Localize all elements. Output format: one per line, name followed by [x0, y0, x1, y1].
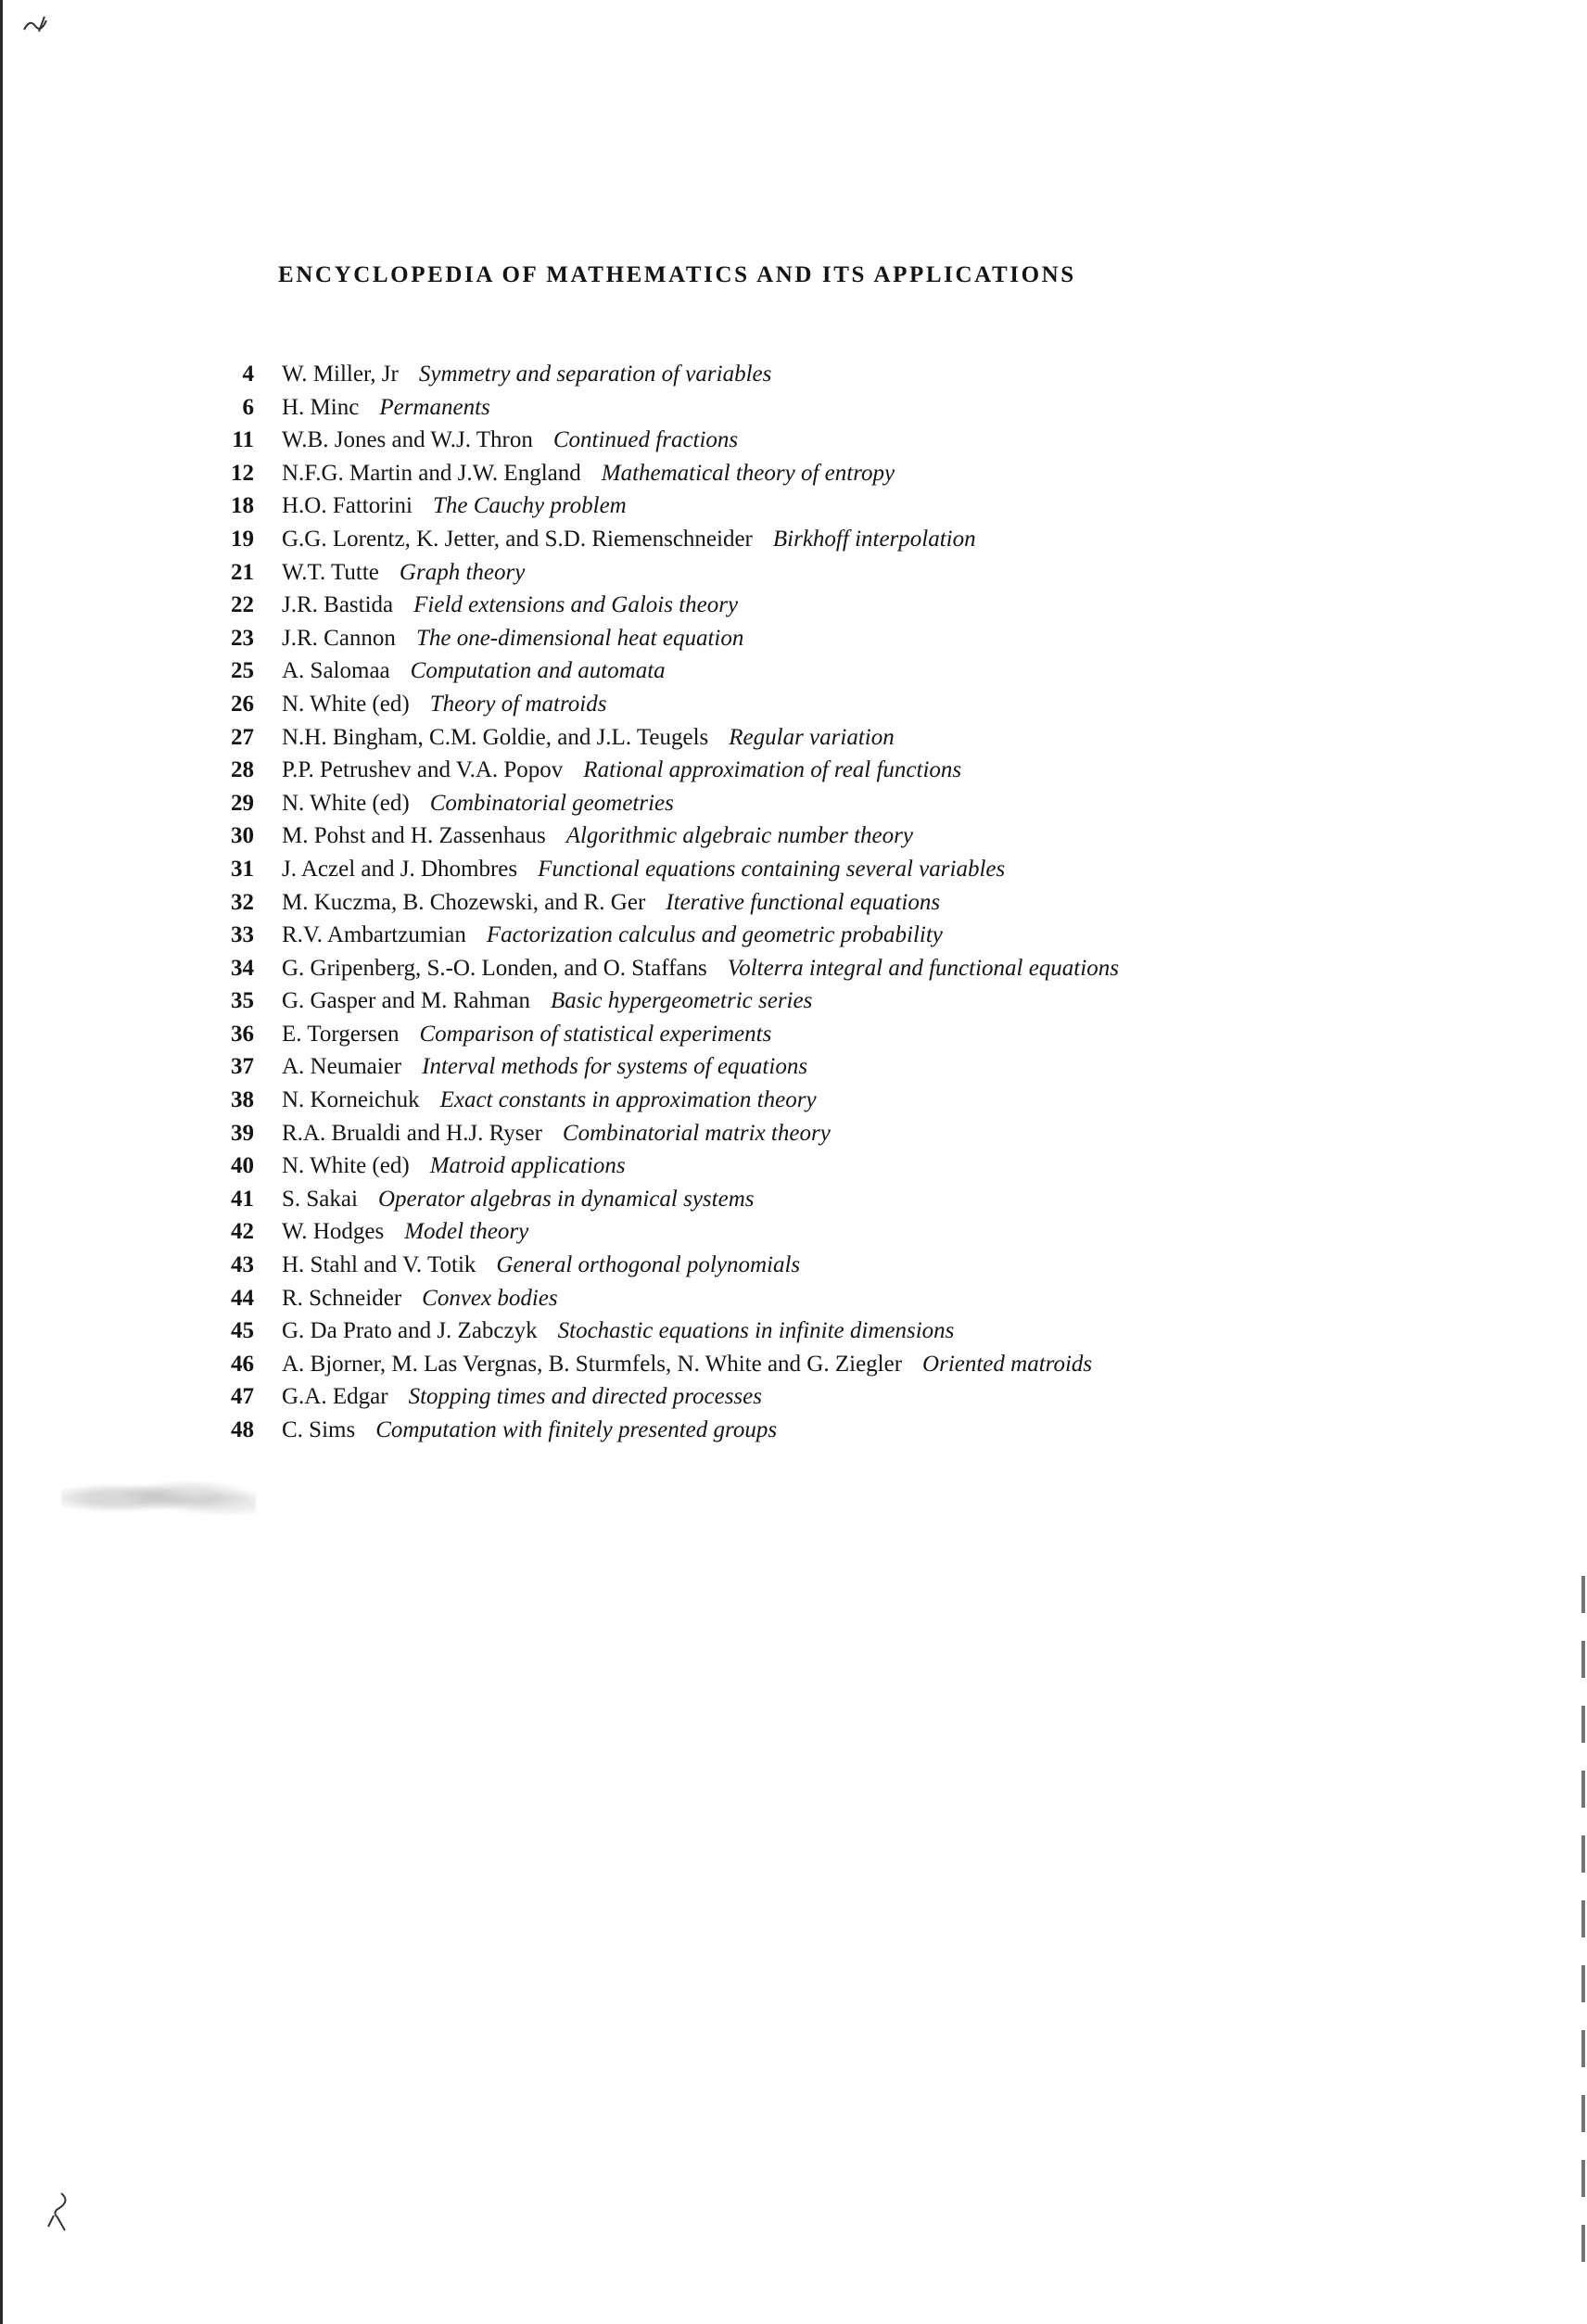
volume-title: Computation with finitely presented groups	[375, 1417, 778, 1442]
volume-entry	[206, 1282, 1411, 1315]
volume-title: Functional equations containing several variables	[538, 856, 1006, 882]
volume-number: 32	[231, 889, 254, 915]
volume-title: Model theory	[404, 1219, 529, 1245]
volume-title: Algorithmic algebraic number theory	[565, 823, 913, 849]
volume-number: 27	[231, 724, 254, 750]
volume-authors: R. Schneider	[282, 1285, 402, 1311]
volume-authors: G.A. Edgar	[282, 1384, 388, 1410]
volume-number: 35	[231, 988, 254, 1014]
volume-title: Oriented matroids	[922, 1351, 1093, 1377]
ink-smudge	[61, 1472, 256, 1524]
volume-title: General orthogonal polynomials	[496, 1252, 801, 1278]
volume-title: The Cauchy problem	[432, 493, 627, 519]
volume-number: 21	[231, 559, 254, 585]
volume-entry	[206, 819, 1411, 853]
volume-title: Regular variation	[729, 724, 895, 750]
volume-title: The one-dimensional heat equation	[415, 625, 744, 651]
volume-entry	[206, 952, 1411, 985]
volume-authors: J. Aczel and J. Dhombres	[282, 856, 518, 882]
volume-authors: N. White (ed)	[282, 691, 410, 717]
volume-entry	[206, 654, 1411, 688]
volume-authors: N. Korneichuk	[282, 1087, 420, 1113]
series-title: ENCYCLOPEDIA OF MATHEMATICS AND ITS APPLICATIONS	[278, 262, 1076, 287]
volume-authors: W. Miller, Jr	[282, 362, 399, 387]
volume-number: 40	[231, 1153, 254, 1179]
volume-authors: G.G. Lorentz, K. Jetter, and S.D. Riemenschneider	[282, 526, 753, 552]
volume-authors: W.T. Tutte	[282, 559, 379, 585]
volume-entry	[206, 1149, 1411, 1183]
volume-entry	[206, 853, 1411, 886]
volume-entry	[206, 1380, 1411, 1414]
volume-entry	[206, 688, 1411, 721]
volume-entry	[206, 556, 1411, 590]
volume-entry	[206, 523, 1411, 556]
volume-title: Theory of matroids	[429, 691, 607, 717]
volume-number: 44	[231, 1285, 254, 1311]
pencil-mark-top	[20, 13, 52, 41]
volume-number: 25	[231, 658, 254, 684]
volume-number: 26	[231, 691, 254, 717]
volume-title: Computation and automata	[410, 658, 666, 684]
volume-number: 36	[231, 1021, 254, 1047]
volume-number: 30	[231, 823, 254, 849]
volume-authors: G. Gripenberg, S.-O. Londen, and O. Staffans	[282, 955, 707, 981]
volume-entry	[206, 1117, 1411, 1150]
volume-authors: N. White (ed)	[282, 790, 410, 816]
volume-entry	[206, 886, 1411, 920]
volume-title: Matroid applications	[429, 1153, 626, 1179]
volume-entry	[206, 489, 1411, 523]
volume-title: Stochastic equations in infinite dimensions	[557, 1318, 955, 1344]
volume-authors: C. Sims	[282, 1417, 356, 1442]
page-left-edge	[0, 0, 3, 2324]
volume-number: 41	[231, 1186, 254, 1212]
page-right-edge	[1581, 1576, 1585, 2290]
volume-number: 6	[242, 394, 254, 420]
volume-number: 29	[231, 790, 254, 816]
volume-entry	[206, 424, 1411, 457]
volume-authors: N.F.G. Martin and J.W. England	[282, 460, 581, 486]
volume-number: 23	[231, 625, 254, 651]
volume-title: Volterra integral and functional equations	[727, 955, 1119, 981]
volume-title: Iterative functional equations	[666, 889, 941, 915]
volume-title: Interval methods for systems of equations	[422, 1054, 808, 1080]
volume-authors: N. White (ed)	[282, 1153, 410, 1179]
volume-authors: W.B. Jones and W.J. Thron	[282, 427, 533, 453]
volume-authors: R.A. Brualdi and H.J. Ryser	[282, 1120, 542, 1146]
volume-number: 18	[231, 493, 254, 519]
volume-entry	[206, 1215, 1411, 1249]
volume-authors: A. Neumaier	[282, 1054, 402, 1080]
volume-entry	[206, 1050, 1411, 1084]
volume-authors: J.R. Cannon	[282, 625, 396, 651]
volume-authors: M. Pohst and H. Zassenhaus	[282, 823, 546, 849]
volume-authors: W. Hodges	[282, 1219, 385, 1245]
pencil-mark-bottom	[44, 2190, 72, 2234]
volume-title: Comparison of statistical experiments	[419, 1021, 772, 1047]
volume-authors: H. Stahl and V. Totik	[282, 1252, 476, 1278]
volume-authors: N.H. Bingham, C.M. Goldie, and J.L. Teugels	[282, 724, 709, 750]
volume-entry	[206, 1018, 1411, 1051]
volume-number: 12	[231, 460, 254, 486]
volume-number: 28	[231, 757, 254, 783]
volume-list	[206, 358, 1411, 1447]
volume-number: 37	[231, 1054, 254, 1080]
volume-number: 33	[231, 922, 254, 948]
volume-number: 39	[231, 1120, 254, 1146]
volume-entry	[206, 919, 1411, 952]
volume-authors: S. Sakai	[282, 1186, 358, 1212]
volume-title: Birkhoff interpolation	[772, 526, 976, 552]
volume-number: 22	[231, 592, 254, 618]
volume-authors: A. Bjorner, M. Las Vergnas, B. Sturmfels, N. White and G. Ziegler	[282, 1351, 903, 1377]
volume-entry	[206, 1084, 1411, 1117]
volume-title: Mathematical theory of entropy	[601, 460, 895, 486]
volume-number: 4	[242, 362, 254, 387]
volume-entry	[206, 1314, 1411, 1348]
volume-title: Combinatorial geometries	[429, 790, 674, 816]
volume-title: Exact constants in approximation theory	[439, 1087, 817, 1113]
volume-number: 47	[231, 1384, 254, 1410]
volume-entry	[206, 1414, 1411, 1447]
volume-title: Permanents	[379, 394, 490, 420]
volume-number: 48	[231, 1417, 254, 1442]
volume-authors: A. Salomaa	[282, 658, 390, 684]
volume-number: 11	[232, 427, 254, 453]
volume-number: 34	[231, 955, 254, 981]
volume-number: 46	[231, 1351, 254, 1377]
volume-authors: H.O. Fattorini	[282, 493, 413, 519]
volume-entry	[206, 1348, 1411, 1381]
volume-entry	[206, 358, 1411, 391]
volume-title: Field extensions and Galois theory	[413, 592, 739, 618]
volume-authors: R.V. Ambartzumian	[282, 922, 466, 948]
volume-title: Continued fractions	[552, 427, 739, 453]
volume-authors: P.P. Petrushev and V.A. Popov	[282, 757, 564, 783]
volume-number: 31	[231, 856, 254, 882]
volume-entry	[206, 622, 1411, 655]
volume-entry	[206, 1249, 1411, 1282]
volume-number: 43	[231, 1252, 254, 1278]
volume-authors: G. Gasper and M. Rahman	[282, 988, 530, 1014]
volume-title: Convex bodies	[422, 1285, 558, 1311]
volume-authors: H. Minc	[282, 394, 360, 420]
volume-title: Rational approximation of real functions	[583, 757, 962, 783]
volume-entry	[206, 984, 1411, 1018]
volume-authors: E. Torgersen	[282, 1021, 400, 1047]
volume-title: Combinatorial matrix theory	[562, 1120, 831, 1146]
volume-title: Basic hypergeometric series	[551, 988, 813, 1014]
volume-number: 45	[231, 1318, 254, 1344]
volume-authors: M. Kuczma, B. Chozewski, and R. Ger	[282, 889, 646, 915]
volume-title: Operator algebras in dynamical systems	[377, 1186, 755, 1212]
volume-authors: G. Da Prato and J. Zabczyk	[282, 1318, 538, 1344]
volume-entry	[206, 457, 1411, 490]
volume-number: 38	[231, 1087, 254, 1113]
volume-entry	[206, 1183, 1411, 1216]
volume-entry	[206, 787, 1411, 820]
volume-entry	[206, 589, 1411, 622]
volume-entry	[206, 721, 1411, 755]
volume-title: Stopping times and directed processes	[408, 1384, 762, 1410]
volume-title: Graph theory	[399, 559, 526, 585]
volume-entry	[206, 391, 1411, 425]
volume-entry	[206, 754, 1411, 787]
volume-title: Factorization calculus and geometric probability	[486, 922, 943, 948]
volume-authors: J.R. Bastida	[282, 592, 394, 618]
volume-title: Symmetry and separation of variables	[418, 362, 772, 387]
volume-number: 42	[231, 1219, 254, 1245]
volume-number: 19	[231, 526, 254, 552]
